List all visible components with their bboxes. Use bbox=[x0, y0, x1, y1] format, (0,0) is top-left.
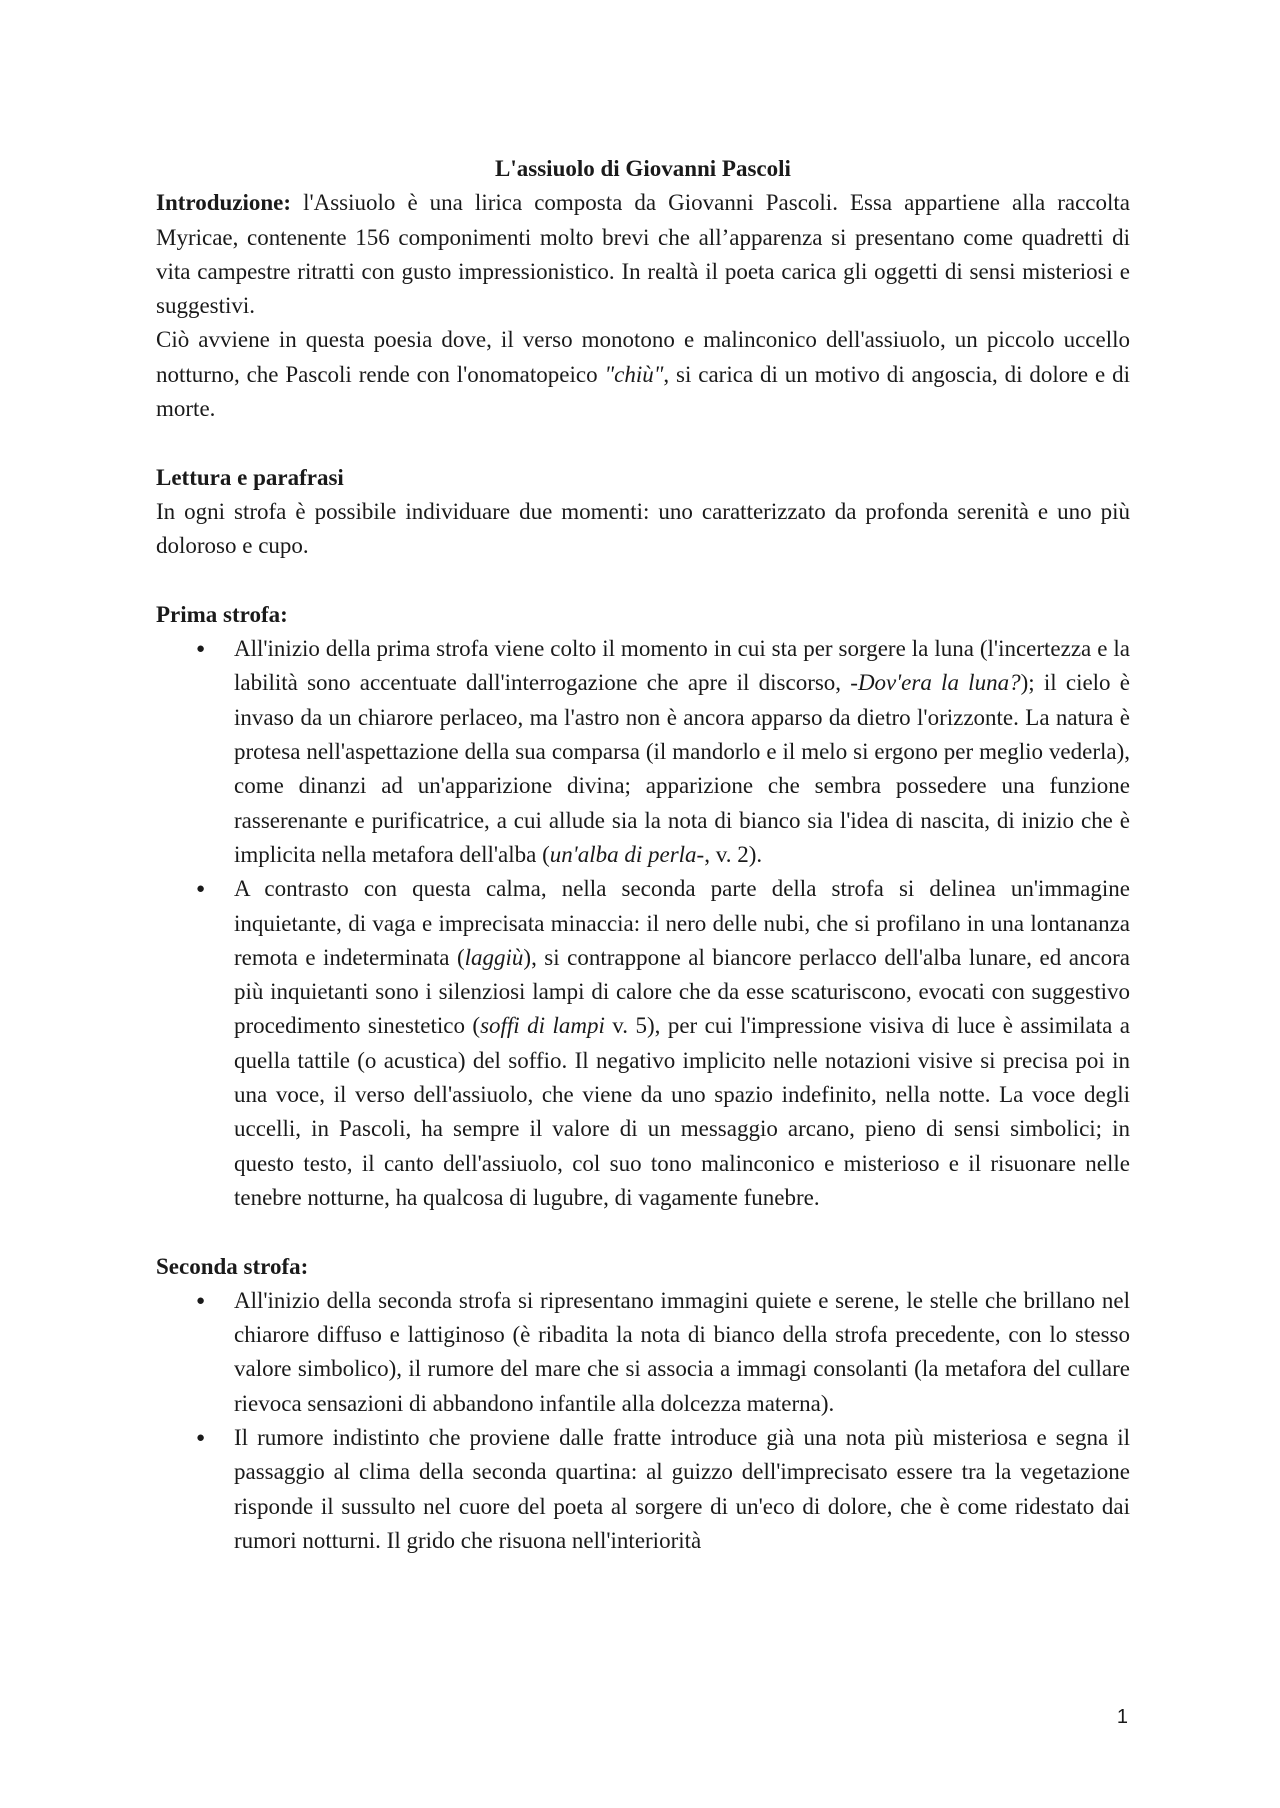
intro-paragraph-2 bbox=[156, 323, 1130, 426]
list-item-text: ); il cielo è invaso da un chiarore perlaceo, ma l'astro non è ancora apparso da dietro l'orizzonte. La natura è protesa nell'aspettazione della sua comparsa (il mandorlo e il melo si ergono per meglio vederla), come dinanzi ad un'apparizione divina; apparizione che sembra possedere una funzione rasserenante e purificatrice, a cui allude sia la nota di bianco sia l'idea di nascita, di inizio che è implicita nella metafora dell'alba ( bbox=[234, 670, 1130, 867]
list-item-italic: laggiù bbox=[464, 944, 524, 970]
list-item-text: All'inizio della prima strofa viene colto il momento in cui sta per sorgere la luna (l'incertezza e la labilità sono accentuate dall'interrogazione che apre il discorso, bbox=[234, 636, 1130, 696]
intro-onomatopoeia: "chiù" bbox=[604, 361, 664, 387]
list-item: ● All'inizio della seconda strofa si ripresentano immagini quiete e serene, le stelle che brillano nel chiarore diffuso e lattiginoso (è ribadita la nota di bianco della strofa precedente, con lo stesso valore simbolico), il rumore del mare che si associa a immagi consolanti (la metafora del cullare rievoca sensazioni di abbandono infantile alla dolcezza materna). bbox=[156, 1284, 1130, 1421]
list-item-italic: soffi di lampi bbox=[480, 1013, 605, 1039]
spacer bbox=[156, 1215, 1130, 1249]
intro-text-2a: Ciò avviene in questa poesia dove, il verso monotono e malinconico dell'assiuolo, un piccolo uccello notturno, che Pascoli rende con l'onomatopeico bbox=[156, 327, 1130, 387]
intro-text: l'Assiuolo è una lirica composta da Giovanni Pascoli. Essa appartiene alla raccolta Myricae, contenente 156 componimenti molto brevi che all’apparenza si presentano come quadretti di vita campestre ritratti con gusto impressionistico. In realtà il poeta carica gli oggetti di sensi misteriosi e suggestivi. bbox=[156, 190, 1130, 319]
list-item-italic: un'alba di perla bbox=[549, 841, 697, 867]
prima-strofa-list bbox=[156, 632, 1130, 1215]
intro-text-2b: , si carica di un motivo di angoscia, di dolore e di morte. bbox=[156, 361, 1130, 422]
list-item: ● Il rumore indistinto che proviene dalle fratte introduce già una nota più misteriosa e segna il passaggio al clima della seconda quartina: al guizzo dell'imprecisato essere tra la vegetazione risponde il sussulto nel cuore del poeta al sorgere di un'eco di dolore, che è come ridestato dai rumori notturni. Il grido che risuona nell'interiorità bbox=[156, 1421, 1130, 1558]
spacer bbox=[156, 426, 1130, 460]
list-item-text: v. 5), per cui l'impressione visiva di luce è assimilata a quella tattile (o acustica) del soffio. Il negativo implicito nelle notazioni visive si precisa poi in una voce, il verso dell'assiuolo, che viene da uno spazio indefinito, nella notte. La voce degli uccelli, in Pascoli, ha sempre il valore di un messaggio arcano, pieno di sensi simbolici; in questo testo, il canto dell'assiuolo, col suo tono malinconico e misterioso e il risuonare nelle tenebre notturne, ha qualcosa di lugubre, di vagamente funebre. bbox=[234, 1013, 1130, 1210]
list-item bbox=[156, 632, 1130, 872]
prima-strofa-heading: Prima strofa: bbox=[156, 601, 288, 627]
document-page bbox=[156, 152, 1130, 1558]
lettura-heading: Lettura e parafrasi bbox=[156, 464, 344, 490]
document-title: L'assiuolo di Giovanni Pascoli bbox=[495, 156, 791, 181]
list-item bbox=[156, 872, 1130, 1215]
lettura-paragraph: In ogni strofa è possibile individuare due momenti: uno caratterizzato da profonda serenità e uno più doloroso e cupo. bbox=[156, 498, 1130, 559]
list-item-text: ), si contrappone al biancore perlacco dell'alba lunare, ed ancora più inquietanti sono i silenziosi lampi di calore che da esse scaturiscono, evocati con suggestivo procedimento sinestetico ( bbox=[234, 944, 1130, 1039]
list-item-italic: -Dov'era la luna? bbox=[850, 670, 1021, 696]
spacer bbox=[156, 564, 1130, 598]
seconda-strofa-list bbox=[156, 1284, 1130, 1558]
intro-paragraph bbox=[156, 186, 1130, 323]
intro-label: Introduzione: bbox=[156, 190, 292, 216]
list-item-text: A contrasto con questa calma, nella seconda parte della strofa si delinea un'immagine inquietante, di vaga e imprecisata minaccia: il nero delle nubi, che si profilano in una lontananza remota e indeterminata ( bbox=[234, 876, 1130, 970]
page-number: 1 bbox=[1116, 1706, 1128, 1728]
list-item-text: -, v. 2). bbox=[696, 841, 763, 867]
seconda-strofa-heading: Seconda strofa: bbox=[156, 1253, 309, 1279]
